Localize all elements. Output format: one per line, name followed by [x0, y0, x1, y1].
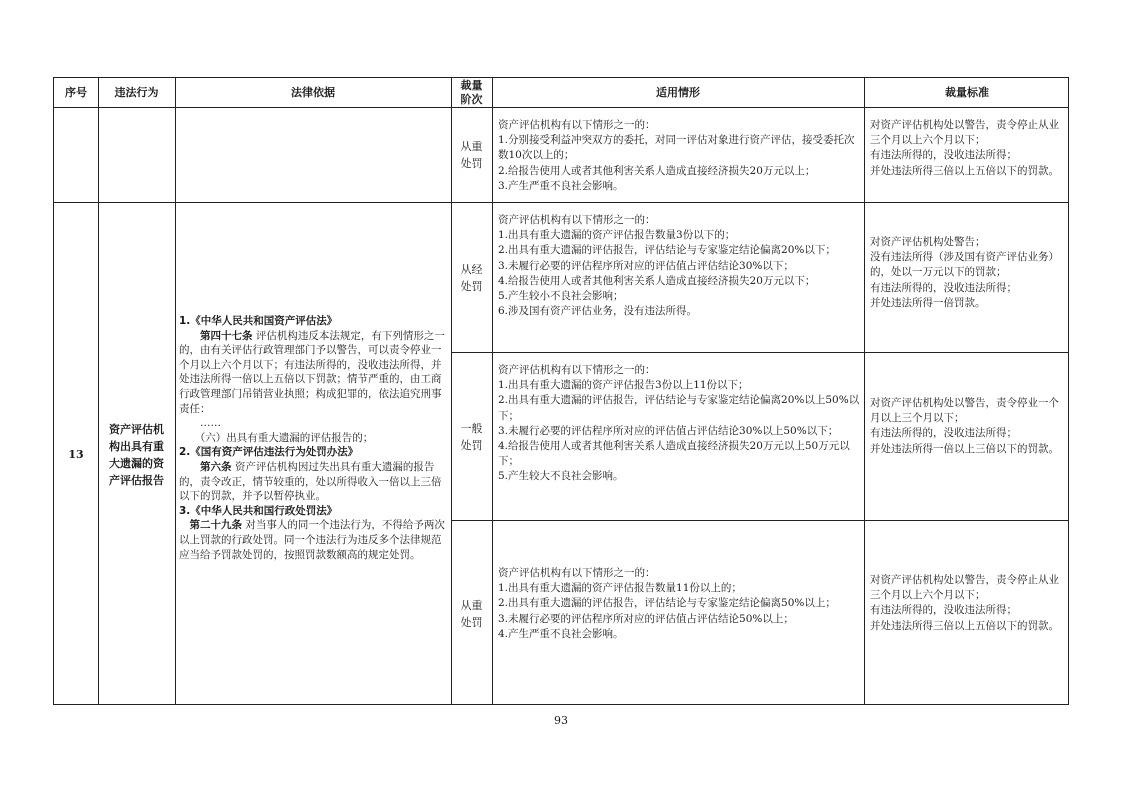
col-divider: [492, 78, 493, 704]
violation-cell: 资产评估机 构出具有重 大遗漏的资 产评估报告: [109, 422, 164, 487]
article-number: 第二十九条: [189, 519, 242, 532]
standard-cell: 对资产评估机构处以警告，责令停业一个月以上三个月以下； 有违法所得的，没收违法所得； 并处违法所得一倍以上三倍以下的罚款。: [870, 397, 1059, 455]
col-divider: [864, 78, 865, 704]
row-number: 13: [68, 448, 84, 461]
standard-cell: 对资产评估机构处以警告，责令停止从业三个月以上六个月以下； 有违法所得的，没收违法所得； 并处违法所得三倍以上五倍以下的罚款。: [870, 119, 1059, 177]
article-item: （六）出具有重大遗漏的评估报告的；: [194, 431, 374, 444]
article-text: 对当事人的同一个违法行为，不得给予两次以上罚款的行政处罚。同一个违法行为违反多个法律规范应当给予罚款处罚的，按照罚款数额高的规定处罚。: [179, 519, 445, 561]
standard-cell: 对资产评估机构处警告； 没有违法所得（涉及国有资产评估业务）的，处以一万元以下的罚款； 有违法所得的，没收违法所得； 并处违法所得一倍罚款。: [870, 236, 1059, 309]
header-no: 序号: [65, 85, 87, 99]
circumstances-cell: 资产评估机构有以下情形之一的： 1.分别接受利益冲突双方的委托，对同一评估对象进行资产评估，接受委托次数10次以上的； 2.给报告使用人或者其他利害关系人造成直接经济损失20万元以上； 3.产生严重不良社会影响。: [498, 119, 855, 192]
circumstances-cell: 资产评估机构有以下情形之一的： 1.出具有重大遗漏的资产评估报告数量11份以上的； 2.出具有重大遗漏的评估报告，评估结论与专家鉴定结论偏离50%以上； 3.未履行必要的评估程序所对应的评估值占评估结论50%以上； 4.产生严重不良社会影响。: [498, 567, 836, 640]
legal-basis-cell: [179, 314, 447, 562]
level-divider: [451, 352, 1068, 353]
header-violation: 违法行为: [114, 85, 159, 99]
header-divider: [54, 107, 1068, 108]
level-divider: [451, 520, 1068, 521]
article-number: 第四十七条: [200, 329, 253, 342]
level-label: 从经 处罚: [460, 262, 483, 293]
level-label: 一般 处罚: [460, 421, 483, 452]
law-title: 1.《中华人民共和国资产评估法》: [179, 315, 338, 327]
level-label: 从重 处罚: [460, 598, 483, 629]
header-standard: 裁量标准: [945, 85, 989, 99]
page-number: 93: [554, 714, 568, 727]
law-title: 2.《国有资产评估违法行为处罚办法》: [179, 446, 359, 459]
article-number: 第六条: [200, 460, 232, 473]
ellipsis: ……: [200, 417, 221, 430]
law-title: 3.《中华人民共和国行政处罚法》: [179, 504, 338, 517]
header-legal-basis: 法律依据: [291, 85, 335, 99]
article-text: 资产评估机构因过失出具有重大遗漏的报告的，责令改正，情节较重的，处以所得收入一倍以上三倍以下的罚款，并予以暂停执业。: [179, 460, 442, 503]
article-text: 评估机构违反本法规定，有下列情形之一的，由有关评估行政管理部门予以警告，可以责令停业一个月以上六个月以下；有违法所得的，没收违法所得，并处违法所得一倍以上五倍以下罚款；情节严重的，由工商行政管理部门吊销营业执照；构成犯罪的，依法追究刑事责任：: [179, 329, 445, 415]
circumstances-cell: 资产评估机构有以下情形之一的： 1.出具有重大遗漏的资产评估报告数量3份以下的； 2.出具有重大遗漏的评估报告，评估结论与专家鉴定结论偏离20%以下； 3.未履行必要的评估程序所对应的评估值占评估结论30%以下； 4.给报告使用人或者其他利害关系人造成直接经济损失20万元以下； 5.产生较小不良社会影响； 6.涉及国有资产评估业务，没有违法所得。: [498, 214, 836, 318]
col-divider: [175, 78, 176, 704]
row-divider: [54, 202, 1068, 203]
header-level: 裁量 阶次: [460, 78, 483, 106]
standard-cell: 对资产评估机构处以警告，责令停止从业三个月以上六个月以下； 有违法所得的，没收违法所得； 并处违法所得三倍以上五倍以下的罚款。: [870, 574, 1059, 632]
header-circumstances: 适用情形: [656, 85, 700, 99]
level-label: 从重 处罚: [460, 140, 483, 170]
circumstances-cell: 资产评估机构有以下情形之一的： 1.出具有重大遗漏的资产评估报告3份以上11份以下； 2.出具有重大遗漏的评估报告，评估结论与专家鉴定结论偏离20%以上50%以下； 3.未履行必要的评估程序所对应的评估值占评估结论30%以上50%以下； 4.给报告使用人或者其他利害关系人造成直接经济损失20万元以上50万元以下； 5.产生较大不良社会影响。: [498, 364, 860, 483]
penalty-table: [53, 77, 1069, 705]
